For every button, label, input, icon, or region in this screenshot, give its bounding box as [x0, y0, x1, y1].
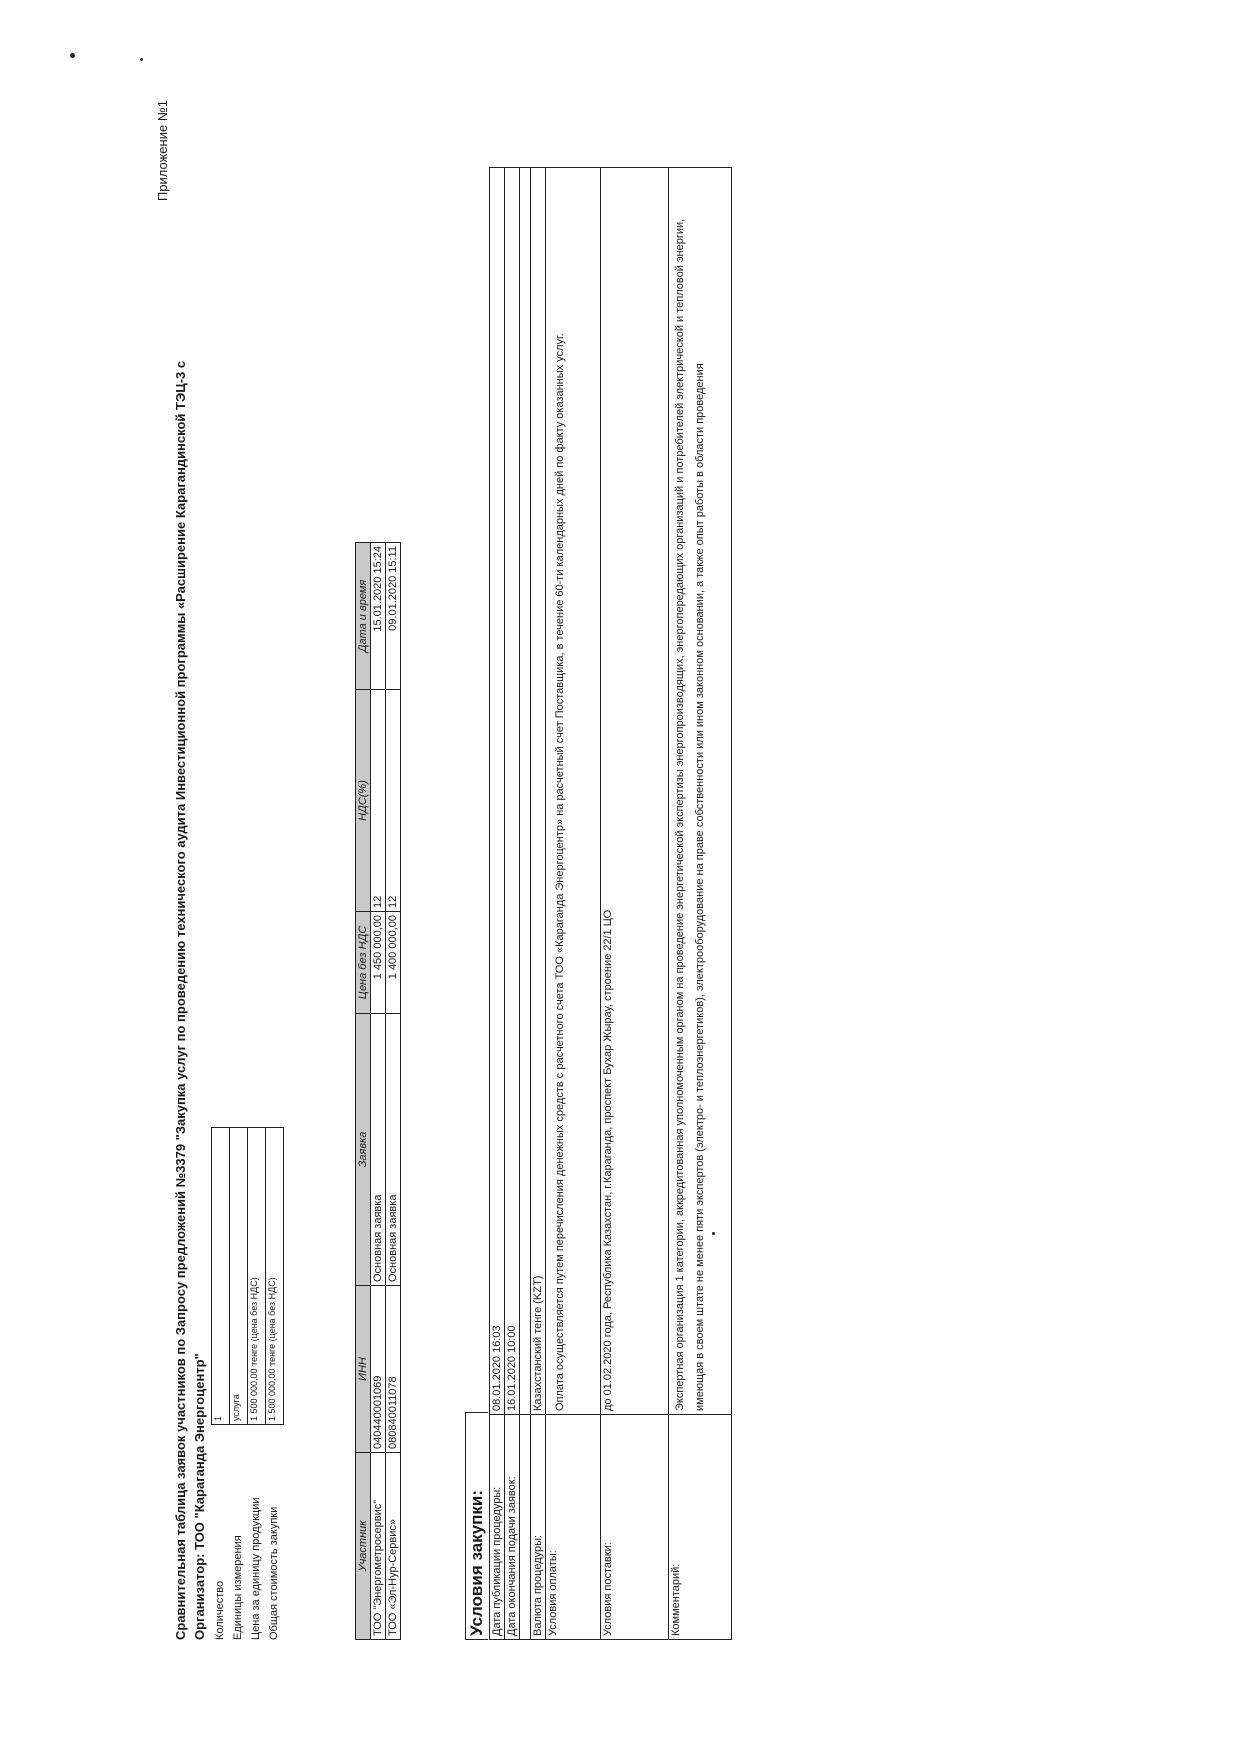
bid-vat: 12 [386, 690, 401, 912]
bid-inn: 040440001069 [371, 1286, 386, 1453]
header-vat: НДС(%) [356, 690, 371, 912]
condition-row [601, 168, 669, 1640]
currency-label: Валюта процедуры: [531, 1415, 546, 1640]
param-value: 1 [212, 1128, 230, 1425]
payment-label: Условия оплаты: [546, 1415, 601, 1640]
spacer-row [520, 168, 531, 1640]
param-label: Единицы измерения [231, 1535, 244, 1640]
bid-inn: 080840011078 [386, 1286, 401, 1453]
bid-participant: ТОО «Эл-Нур-Сервис» [386, 1453, 401, 1640]
bid-type: Основная заявка [371, 1014, 386, 1286]
delivery-value: до 01.02.2020 года, Республика Казахстан, г.Караганда, проспект Бухар Жырау, строение 22/1 ЦО [601, 168, 669, 1415]
header-price: Цена без НДС [356, 912, 371, 1014]
condition-row [669, 168, 732, 1640]
bid-participant: ТОО "Энергометросервис" [371, 1453, 386, 1640]
table-row [371, 543, 386, 1640]
param-row [266, 1128, 284, 1641]
header-datetime: Дата и время [356, 543, 371, 690]
comment-value: Экспертная организация 1 категории, аккредитованная уполномоченным органом на проведение энергетической экспертизы энергопроизводящих, энергопередающих организаций и потребителей электрической и тепловой энергии, имеющая в своем штате не менее пяти экспертов (электро- и теплоэнергетиков), электрооборудование на праве собственности или ином законном основании, а также опыт работы в области проведения [669, 168, 732, 1415]
param-row [248, 1128, 266, 1641]
param-value: 1 500 000,00 тенге (цена без НДС) [266, 1128, 284, 1425]
deadline-label: Дата окончания подачи заявок: [505, 1415, 520, 1640]
annex-label: Приложение №1 [155, 100, 170, 202]
bid-vat: 12 [371, 690, 386, 912]
header-bid: Заявка [356, 1014, 371, 1286]
param-value: 1 500 000,00 тенге (цена без НДС) [248, 1128, 266, 1425]
publication-label: Дата публикации процедуры: [490, 1415, 505, 1640]
scanned-page [155, 80, 1240, 1640]
delivery-label: Условия поставки: [601, 1415, 669, 1640]
bid-type: Основная заявка [386, 1014, 401, 1286]
bid-datetime: 15.01.2020 15:24 [371, 543, 386, 690]
condition-row [546, 168, 601, 1640]
procurement-parameters [211, 1127, 284, 1640]
conditions-title: Условия закупки: [465, 1412, 488, 1640]
bid-price: 1 450 000,00 [371, 912, 386, 1014]
scan-speck [140, 58, 143, 61]
deadline-value: 16.01.2020 10:00 [505, 168, 520, 1415]
scan-speck [712, 1232, 715, 1235]
header-participant: Участник [356, 1453, 371, 1640]
condition-row [531, 168, 546, 1640]
bids-header-row [356, 543, 371, 1640]
param-label: Общая стоимость закупки [267, 1506, 280, 1640]
scan-speck [70, 53, 75, 58]
organizer-line: Организатор: ТОО "Караганда Энергоцентр" [192, 1353, 207, 1640]
comment-label: Комментарий: [669, 1415, 732, 1640]
header-inn: ИНН [356, 1286, 371, 1453]
param-row [230, 1128, 248, 1641]
param-label: Цена за единицу продукции [249, 1497, 262, 1640]
bids-table [355, 542, 401, 1640]
table-row [386, 543, 401, 1640]
param-row [212, 1128, 230, 1641]
condition-row [505, 168, 520, 1640]
bid-price: 1 400 000,00 [386, 912, 401, 1014]
bid-datetime: 09.01.2020 15:11 [386, 543, 401, 690]
document-title: Сравнительная таблица заявок участников по Запросу предложений №3379 "Закупка услуг по проведению технического аудита Инвестиционной программы «Расширение Карагандинской ТЭЦ-3 с [173, 360, 188, 1640]
condition-row [490, 168, 505, 1640]
param-value: услуга [230, 1128, 248, 1425]
param-label: Количество [213, 1580, 226, 1640]
conditions-table [489, 167, 732, 1640]
payment-value: Оплата осуществляется путем перечисления денежных средств с расчетного счета ТОО «Караганда Энергоцентр» на расчетный счет Поставщика, в течение 60-ти календарных дней по факту оказанных услуг. [546, 168, 601, 1415]
currency-value: Казахстанский тенге (KZT) [531, 168, 546, 1415]
publication-value: 08.01.2020 16:03 [490, 168, 505, 1415]
